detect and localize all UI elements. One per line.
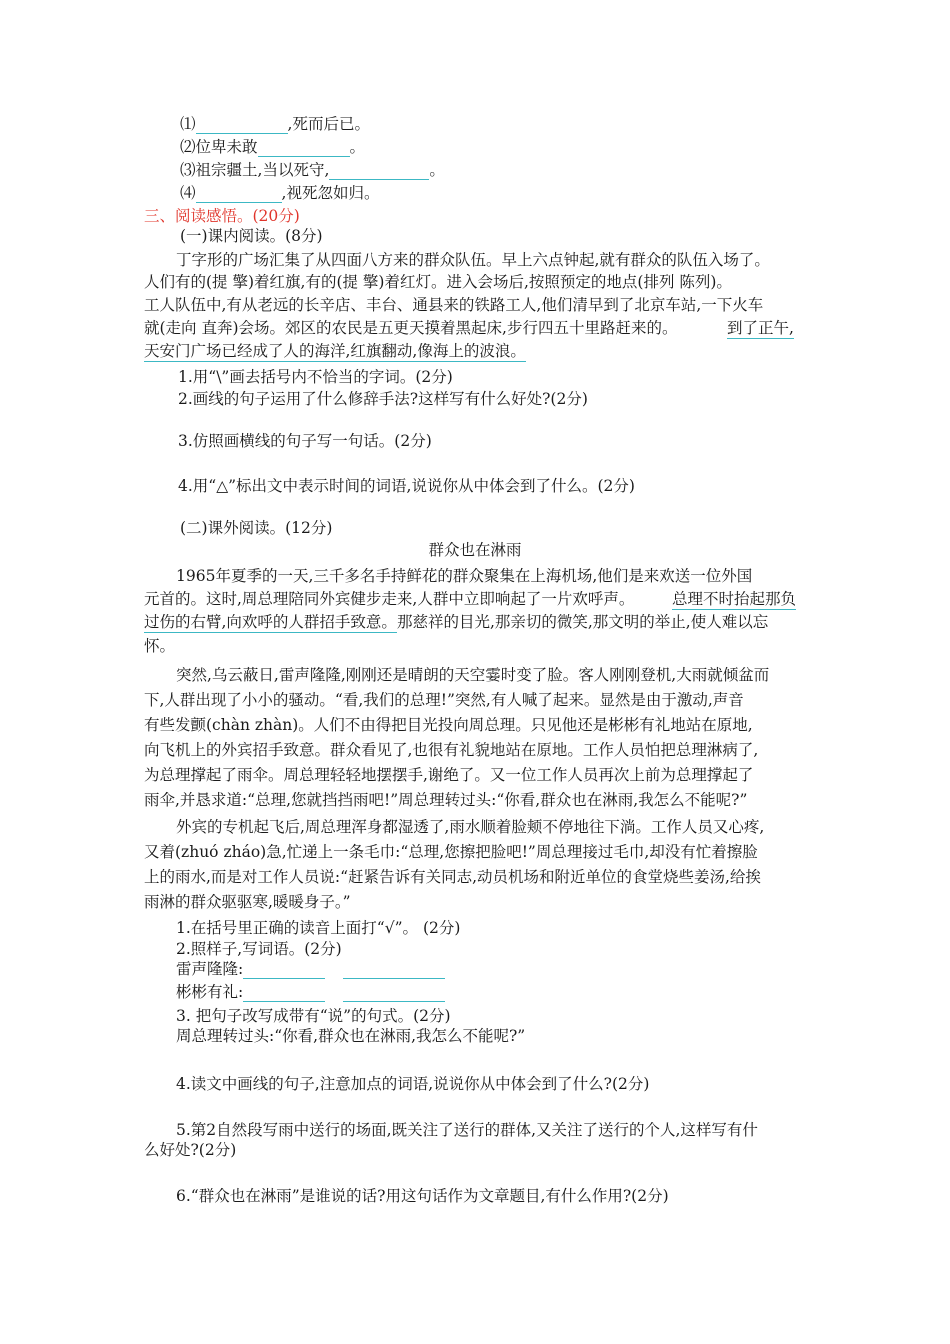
passage-line: 人们有的(提 擎)着红旗,有的(提 擎)着红灯。进入会场后,按照预定的地点(排列 陈列)。 — [144, 273, 732, 291]
recite-q1: ⑴ ,死而后已。 — [180, 115, 370, 133]
answer-blank[interactable] — [258, 140, 350, 157]
article-line: 又着(zhuó zháo)急,忙递上一条毛巾:“总理,您擦把脸吧!”周总理接过毛巾,却没有忙着擦脸 — [144, 843, 758, 861]
article-line: 下,人群出现了小小的骚动。“看,我们的总理!”突然,有人喊了起来。显然是由于激动,声音 — [144, 691, 744, 709]
question-1: 1.用“\”画去括号内不恰当的字词。(2分) — [178, 368, 453, 386]
answer-blank[interactable] — [196, 117, 288, 134]
article-line: 过伤的右臂,向欢呼的人群招手致意。那慈祥的目光,那亲切的微笑,那文明的举止,使人难以忘 — [144, 613, 769, 631]
article-line: 雨淋的群众驱驱寒,暖暖身子。” — [144, 893, 351, 911]
underlined-sentence-start: 到了正午, — [727, 319, 794, 337]
question-2: 2.照样子,写词语。(2分) — [176, 940, 342, 958]
answer-blank[interactable] — [329, 163, 429, 180]
answer-blank[interactable] — [243, 962, 325, 979]
article-line: 上的雨水,而是对工作人员说:“赶紧告诉有关同志,动员机场和附近单位的食堂烧些姜汤,给挨 — [144, 868, 761, 886]
question-3: 3. 把句子改写成带有“说”的句式。(2分) — [176, 1007, 451, 1025]
question-5: 5.第2自然段写雨中送行的场面,既关注了送行的群体,又关注了送行的个人,这样写有什 — [176, 1121, 758, 1139]
question-3-sentence: 周总理转过头:“你看,群众也在淋雨,我怎么不能呢?” — [176, 1027, 526, 1045]
question-4: 4.用“△”标出文中表示时间的词语,说说你从中体会到了什么。(2分) — [178, 477, 635, 495]
recite-q3: ⑶祖宗疆土,当以死守, 。 — [180, 161, 445, 179]
recite-q4: ⑷ ,视死忽如归。 — [180, 184, 380, 202]
answer-blank[interactable] — [196, 186, 282, 203]
article-title: 群众也在淋雨 — [428, 541, 522, 559]
article-line: 突然,乌云蔽日,雷声隆隆,刚刚还是晴朗的天空霎时变了脸。客人刚刚登机,大雨就倾盆而 — [176, 666, 770, 684]
answer-blank[interactable] — [343, 985, 445, 1002]
recite-q2: ⑵位卑未敢 。 — [180, 138, 366, 156]
part2-title: (二)课外阅读。(12分) — [180, 519, 333, 537]
article-line: 外宾的专机起飞后,周总理浑身都湿透了,雨水顺着脸颊不停地往下淌。工作人员又心疼, — [176, 818, 765, 836]
answer-blank[interactable] — [243, 985, 325, 1002]
part1-title: (一)课内阅读。(8分) — [180, 227, 323, 245]
section-title: 三、阅读感悟。(20分) — [144, 207, 300, 225]
question-4: 4.读文中画线的句子,注意加点的词语,说说你从中体会到了什么?(2分) — [176, 1075, 650, 1093]
question-2: 2.画线的句子运用了什么修辞手法?这样写有什么好处?(2分) — [178, 390, 588, 408]
question-5-cont: 么好处?(2分) — [144, 1141, 237, 1159]
article-line: 向飞机上的外宾招手致意。群众看见了,也很有礼貌地站在原地。工作人员怕把总理淋病了, — [144, 741, 759, 759]
word-example-2: 彬彬有礼: — [176, 982, 445, 1002]
question-6: 6.“群众也在淋雨”是谁说的话?用这句话作为文章题目,有什么作用?(2分) — [176, 1187, 669, 1205]
answer-blank[interactable] — [343, 962, 445, 979]
underlined-sentence: 天安门广场已经成了人的海洋,红旗翻动,像海上的波浪。 — [144, 342, 526, 360]
article-line: 元首的。这时,周总理陪同外宾健步走来,人群中立即响起了一片欢呼声。 — [144, 590, 635, 608]
question-3: 3.仿照画横线的句子写一句话。(2分) — [178, 432, 432, 450]
passage-line: 丁字形的广场汇集了从四面八方来的群众队伍。早上六点钟起,就有群众的队伍入场了。 — [176, 251, 770, 269]
article-line: 1965年夏季的一天,三千多名手持鲜花的群众聚集在上海机场,他们是来欢送一位外国 — [176, 567, 753, 585]
underlined-sentence-start: 总理不时抬起那负 — [672, 590, 797, 608]
article-line: 有些发颤(chàn zhàn)。人们不由得把目光投向周总理。只见他还是彬彬有礼地站在原地, — [144, 716, 753, 734]
word-example-1: 雷声隆隆: — [176, 959, 445, 979]
article-line: 为总理撑起了雨伞。周总理轻轻地摆摆手,谢绝了。又一位工作人员再次上前为总理撑起了 — [144, 766, 754, 784]
article-line: 雨伞,并恳求道:“总理,您就挡挡雨吧!”周总理转过头:“你看,群众也在淋雨,我怎么不能呢?” — [144, 791, 748, 809]
passage-line: 工人队伍中,有从老远的长辛店、丰台、通县来的铁路工人,他们清早到了北京车站,一下火车 — [144, 296, 764, 314]
question-1: 1.在括号里正确的读音上面打“√”。 (2分) — [176, 919, 461, 937]
passage-line: 就(走向 直奔)会场。郊区的农民是五更天摸着黑起床,步行四五十里路赶来的。 — [144, 319, 678, 337]
article-line: 怀。 — [144, 637, 176, 655]
